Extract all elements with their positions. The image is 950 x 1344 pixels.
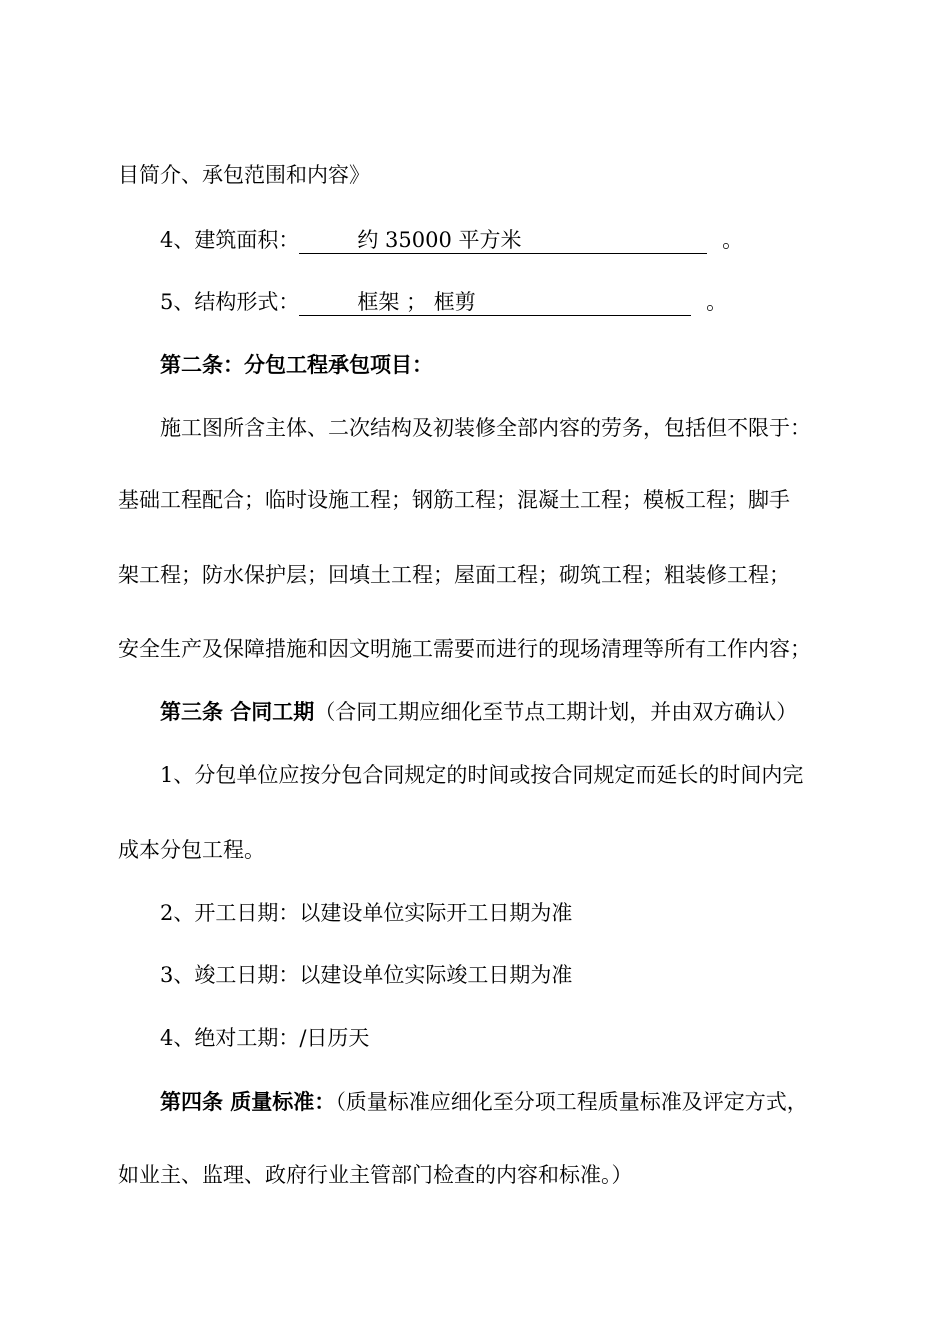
article-3-heading-row: [160, 697, 797, 727]
article-3-item-1: 1、分包单位应按分包合同规定的时间或按合同规定而延长的时间内完: [160, 763, 804, 787]
article-4-heading: 第四条 质量标准：: [160, 1089, 336, 1114]
article-3-item-2: 2、开工日期：以建设单位实际开工日期为准: [160, 901, 573, 925]
structure-type-label: 5、结构形式：: [160, 290, 300, 314]
article-4-note: （质量标准应细化至分项工程质量标准及评定方式，: [335, 1090, 808, 1114]
article-3-item-3: 3、竣工日期：以建设单位实际竣工日期为准: [160, 963, 573, 987]
article-3-item-4: 4、绝对工期：/日历天: [160, 1026, 370, 1050]
article-2-heading: 第二条：分包工程承包项目：: [160, 352, 433, 377]
article-3-item-1-continuation: 成本分包工程。: [118, 838, 265, 862]
structure-type-value: 框架 ； 框剪: [357, 290, 476, 314]
article-3-heading: 第三条 合同工期: [160, 699, 315, 724]
structure-type-field: [299, 289, 691, 316]
article-2-paragraph: 基础工程配合；临时设施工程；钢筋工程；混凝土工程；模板工程；脚手: [118, 488, 790, 512]
paragraph-continuation: 目简介、承包范围和内容》: [118, 163, 370, 187]
article-4-heading-row: [160, 1087, 808, 1117]
article-2-paragraph: 架工程；防水保护层；回填土工程；屋面工程；砌筑工程；粗装修工程；: [118, 563, 790, 587]
building-area-row: [160, 225, 743, 255]
building-area-end: 。: [722, 228, 744, 252]
article-4-note-continuation: 如业主、监理、政府行业主管部门检查的内容和标准。）: [118, 1163, 633, 1187]
building-area-field: [299, 227, 707, 254]
structure-type-end: 。: [706, 290, 728, 314]
structure-type-row: [160, 287, 727, 317]
building-area-value: 约 35000 平方米: [357, 228, 522, 252]
article-2-paragraph: 施工图所含主体、二次结构及初装修全部内容的劳务，包括但不限于：: [160, 416, 811, 440]
building-area-label: 4、建筑面积：: [160, 228, 300, 252]
article-3-note: （合同工期应细化至节点工期计划，并由双方确认）: [314, 700, 798, 724]
article-2-paragraph: 安全生产及保障措施和因文明施工需要而进行的现场清理等所有工作内容；: [118, 637, 811, 661]
